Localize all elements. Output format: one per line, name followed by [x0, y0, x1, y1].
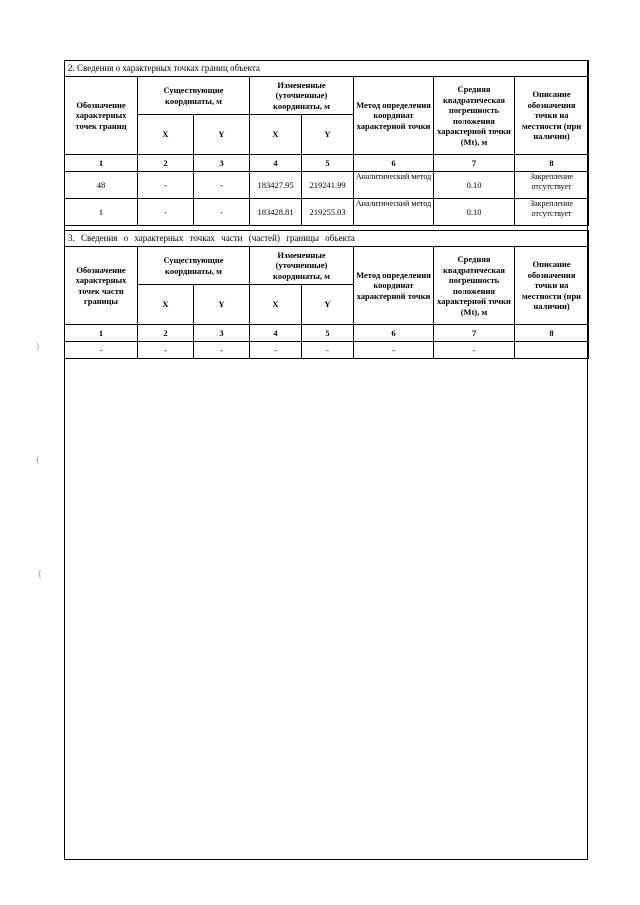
existing-y: - [194, 172, 250, 199]
description-value [515, 342, 589, 359]
existing-x: - [138, 199, 194, 226]
existing-y: - [194, 342, 250, 359]
column-number: 2 [138, 325, 194, 342]
point-id: 1 [65, 199, 138, 226]
point-id: - [65, 342, 138, 359]
header-changed-y: Y [302, 285, 354, 325]
section3-table [64, 230, 589, 359]
column-number: 8 [515, 155, 589, 172]
column-number: 1 [65, 325, 138, 342]
method-value: Аналитический метод [354, 199, 434, 226]
existing-x: - [138, 172, 194, 199]
header-existing-y: Y [194, 115, 250, 155]
header-method: Метод определения координат характерной точки [354, 247, 434, 325]
existing-y: - [194, 199, 250, 226]
header-existing-x: X [138, 285, 194, 325]
table-row [65, 172, 589, 199]
header-existing-coords: Существующие координаты, м [138, 247, 250, 285]
header-changed-x: X [250, 115, 302, 155]
method-value: Аналитический метод [354, 172, 434, 199]
header-method: Метод определения координат характерной точки [354, 77, 434, 155]
header-point: Обозначение характерных точек границ [65, 77, 138, 155]
accuracy-value: 0.10 [434, 172, 515, 199]
header-accuracy: Средняя квадратическая погрешность положения характерной точки (Mt), м [434, 247, 515, 325]
point-id: 48 [65, 172, 138, 199]
column-number: 7 [434, 155, 515, 172]
column-number: 1 [65, 155, 138, 172]
changed-x: - [250, 342, 302, 359]
description-value: Закрепление отсутствует [515, 172, 589, 199]
column-number: 2 [138, 155, 194, 172]
changed-x: 183427.95 [250, 172, 302, 199]
section2-table [64, 60, 589, 226]
header-changed-coords: Измененные (уточненные) координаты, м [250, 247, 354, 285]
description-value: Закрепление отсутствует [515, 199, 589, 226]
accuracy-value: 0.10 [434, 199, 515, 226]
header-point: Обозначение характерных точек части границы [65, 247, 138, 325]
column-number: 4 [250, 155, 302, 172]
header-changed-x: X [250, 285, 302, 325]
header-accuracy: Средняя квадратическая погрешность положения характерной точки (Mt), м [434, 77, 515, 155]
table-row [65, 342, 589, 359]
changed-y: 219241.99 [302, 172, 354, 199]
table-row [65, 199, 589, 226]
column-number: 7 [434, 325, 515, 342]
existing-x: - [138, 342, 194, 359]
changed-x: 183428.81 [250, 199, 302, 226]
column-number: 4 [250, 325, 302, 342]
column-number: 3 [194, 325, 250, 342]
column-number: 5 [302, 155, 354, 172]
column-number: 8 [515, 325, 589, 342]
changed-y: 219255.03 [302, 199, 354, 226]
header-description: Описание обозначения точки на местности (при наличии) [515, 77, 589, 155]
header-existing-y: Y [194, 285, 250, 325]
section3-title: 3. Сведения о характерных точках части (частей) границы объекта [65, 231, 589, 247]
header-existing-x: X [138, 115, 194, 155]
column-number: 6 [354, 155, 434, 172]
column-number: 6 [354, 325, 434, 342]
column-number: 3 [194, 155, 250, 172]
method-value: - [354, 342, 434, 359]
header-description: Описание обозначения точки на местности (при наличии) [515, 247, 589, 325]
scan-mark: ( [36, 456, 40, 466]
section2-title: 2. Сведения о характерных точках границ объекта [65, 61, 589, 77]
scan-mark: ( [38, 570, 42, 580]
header-existing-coords: Существующие координаты, м [138, 77, 250, 115]
scan-mark: ) [36, 343, 40, 353]
header-changed-coords: Измененные (уточненные) координаты, м [250, 77, 354, 115]
accuracy-value: - [434, 342, 515, 359]
header-changed-y: Y [302, 115, 354, 155]
changed-y: - [302, 342, 354, 359]
column-number: 5 [302, 325, 354, 342]
